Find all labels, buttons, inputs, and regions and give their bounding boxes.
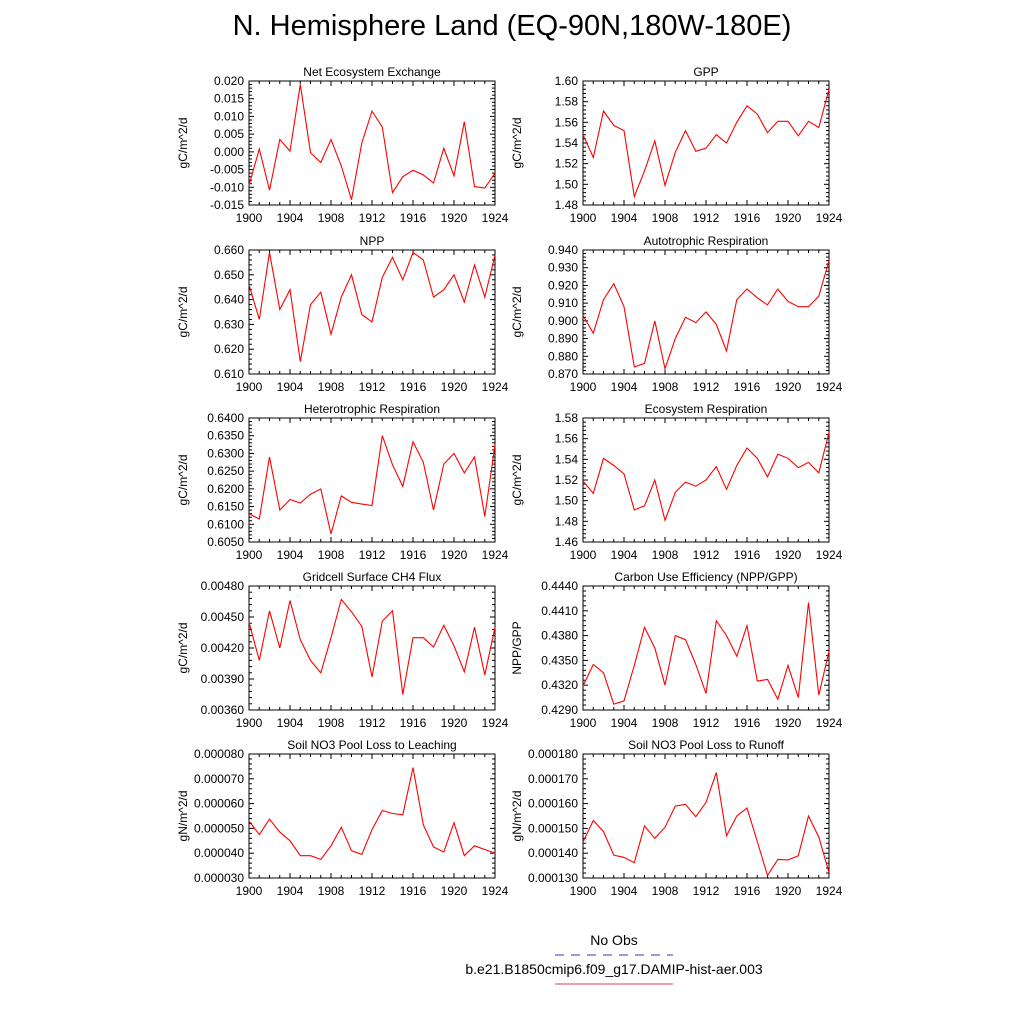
y-tick-label: 0.610 — [213, 367, 244, 381]
panel-title: Carbon Use Efficiency (NPP/GPP) — [614, 570, 798, 584]
y-tick-label: 0.4410 — [541, 603, 578, 618]
y-tick-label: 0.890 — [547, 331, 578, 346]
x-tick-label: 1916 — [399, 884, 427, 898]
y-tick-label: 0.6050 — [207, 535, 244, 549]
y-tick-label: 0.6350 — [207, 428, 244, 443]
y-tick-label: 0.020 — [213, 74, 244, 88]
panel-title: NPP — [359, 234, 385, 248]
y-tick-label: 1.48 — [554, 514, 578, 529]
x-tick-label: 1924 — [481, 548, 509, 562]
y-axis-label: gC/m^2/d — [176, 454, 190, 506]
y-tick-label: 0.870 — [547, 367, 578, 381]
x-tick-label: 1900 — [235, 548, 263, 562]
plot-frame — [249, 586, 495, 710]
y-tick-label: 1.58 — [554, 411, 578, 425]
x-tick-label: 1900 — [235, 211, 263, 225]
panel-3 — [176, 234, 509, 394]
x-tick-label: 1916 — [733, 884, 761, 898]
y-tick-label: 0.930 — [547, 260, 578, 275]
panel-8 — [510, 570, 843, 730]
y-tick-label: 0.6150 — [207, 499, 244, 514]
panel-title: Autotrophic Respiration — [643, 234, 769, 248]
y-tick-label: 0.910 — [547, 296, 578, 311]
y-tick-label: 0.000040 — [193, 846, 244, 861]
x-tick-label: 1904 — [610, 716, 638, 730]
x-tick-label: 1900 — [569, 716, 597, 730]
x-tick-label: 1900 — [569, 884, 597, 898]
y-tick-label: 0.000140 — [527, 846, 578, 861]
plot-frame — [249, 754, 495, 878]
page-title: N. Hemisphere Land (EQ-90N,180W-180E) — [232, 10, 792, 42]
x-tick-label: 1904 — [276, 884, 304, 898]
series-line — [583, 603, 829, 705]
y-axis-label: gC/m^2/d — [176, 622, 190, 674]
x-tick-label: 1924 — [815, 884, 843, 898]
x-tick-label: 1900 — [235, 380, 263, 394]
panel-2 — [510, 65, 843, 225]
y-axis-label: gC/m^2/d — [176, 117, 190, 169]
x-tick-label: 1916 — [399, 211, 427, 225]
x-tick-label: 1924 — [815, 211, 843, 225]
y-tick-label: 0.00360 — [200, 703, 244, 717]
legend-label-no-obs: No Obs — [590, 932, 638, 948]
y-tick-label: 0.000130 — [527, 871, 578, 885]
x-tick-label: 1912 — [358, 548, 386, 562]
series-line — [249, 85, 495, 200]
series-line — [583, 261, 829, 369]
x-tick-label: 1900 — [235, 884, 263, 898]
y-tick-label: 0.000180 — [527, 747, 578, 761]
x-tick-label: 1924 — [481, 211, 509, 225]
x-tick-label: 1904 — [610, 884, 638, 898]
x-tick-label: 1920 — [440, 380, 468, 394]
y-axis-label: gC/m^2/d — [510, 286, 524, 338]
series-line — [583, 773, 829, 876]
panel-title: Heterotrophic Respiration — [303, 402, 441, 416]
y-tick-label: 1.52 — [554, 156, 578, 171]
y-tick-label: 0.000060 — [193, 796, 244, 811]
x-tick-label: 1904 — [276, 380, 304, 394]
y-axis-label: NPP/GPP — [510, 621, 524, 675]
series-line — [249, 436, 495, 534]
panel-9 — [176, 738, 509, 898]
y-tick-label: 1.52 — [554, 473, 578, 487]
y-tick-label: 0.000150 — [527, 821, 578, 836]
x-tick-label: 1920 — [440, 211, 468, 225]
y-tick-label: 0.00480 — [200, 579, 244, 593]
x-tick-label: 1908 — [317, 380, 345, 394]
x-tick-label: 1904 — [276, 211, 304, 225]
y-tick-label: 0.000080 — [193, 747, 244, 761]
y-tick-label: 0.015 — [213, 91, 244, 106]
panel-title: Gridcell Surface CH4 Flux — [302, 570, 442, 584]
x-tick-label: 1912 — [358, 211, 386, 225]
plot-frame — [583, 81, 829, 205]
x-tick-label: 1908 — [317, 884, 345, 898]
x-tick-label: 1924 — [815, 716, 843, 730]
y-tick-label: 1.54 — [554, 136, 578, 150]
series-line — [583, 89, 829, 196]
y-tick-label: 0.000160 — [527, 796, 578, 811]
x-tick-label: 1920 — [440, 716, 468, 730]
y-tick-label: -0.005 — [209, 162, 244, 177]
x-tick-label: 1912 — [692, 716, 720, 730]
series-line — [583, 433, 829, 521]
y-tick-label: 0.00450 — [200, 610, 244, 624]
x-tick-label: 1908 — [651, 548, 679, 562]
y-tick-label: 0.650 — [213, 267, 244, 282]
x-tick-label: 1904 — [276, 548, 304, 562]
y-tick-label: 0.6200 — [207, 481, 244, 496]
y-tick-label: 0.000 — [213, 144, 244, 159]
y-tick-label: 0.640 — [213, 292, 244, 307]
x-tick-label: 1920 — [774, 716, 802, 730]
x-tick-label: 1924 — [815, 548, 843, 562]
x-tick-label: 1908 — [317, 211, 345, 225]
y-tick-label: 1.58 — [554, 94, 578, 109]
x-tick-label: 1920 — [774, 211, 802, 225]
y-tick-label: 0.6250 — [207, 464, 244, 479]
x-tick-label: 1920 — [774, 380, 802, 394]
x-tick-label: 1908 — [651, 884, 679, 898]
y-tick-label: 0.6400 — [207, 411, 244, 425]
x-tick-label: 1916 — [399, 716, 427, 730]
x-tick-label: 1924 — [481, 380, 509, 394]
y-tick-label: 0.00390 — [200, 672, 244, 686]
panel-title: Net Ecosystem Exchange — [303, 65, 441, 79]
x-tick-label: 1912 — [692, 211, 720, 225]
x-tick-label: 1912 — [358, 716, 386, 730]
y-tick-label: 1.54 — [554, 452, 578, 467]
x-tick-label: 1920 — [440, 548, 468, 562]
panel-10 — [510, 738, 843, 898]
plot-frame — [583, 754, 829, 878]
x-tick-label: 1908 — [651, 211, 679, 225]
y-tick-label: 0.000170 — [527, 771, 578, 786]
y-tick-label: -0.010 — [209, 180, 244, 195]
y-tick-label: 0.6300 — [207, 446, 244, 461]
y-tick-label: 0.000050 — [193, 821, 244, 836]
x-tick-label: 1904 — [610, 380, 638, 394]
y-axis-label: gN/m^2/d — [510, 790, 524, 842]
panel-1 — [176, 65, 509, 225]
series-line — [249, 768, 495, 860]
x-tick-label: 1912 — [358, 380, 386, 394]
x-tick-label: 1912 — [692, 884, 720, 898]
y-tick-label: 1.56 — [554, 115, 578, 130]
y-tick-label: 0.00420 — [200, 641, 244, 655]
x-tick-label: 1908 — [651, 380, 679, 394]
x-tick-label: 1900 — [235, 716, 263, 730]
y-tick-label: 0.880 — [547, 349, 578, 364]
y-tick-label: 0.010 — [213, 109, 244, 124]
x-tick-label: 1924 — [481, 884, 509, 898]
x-tick-label: 1920 — [774, 884, 802, 898]
x-tick-label: 1924 — [481, 716, 509, 730]
y-tick-label: 0.4350 — [541, 653, 578, 668]
y-tick-label: 0.920 — [547, 278, 578, 293]
y-tick-label: 0.000070 — [193, 771, 244, 786]
y-tick-label: 0.620 — [213, 342, 244, 357]
x-tick-label: 1900 — [569, 380, 597, 394]
x-tick-label: 1916 — [733, 548, 761, 562]
y-axis-label: gC/m^2/d — [510, 454, 524, 506]
panel-5 — [176, 402, 509, 562]
y-tick-label: 0.630 — [213, 317, 244, 332]
x-tick-label: 1916 — [733, 211, 761, 225]
y-axis-label: gC/m^2/d — [510, 117, 524, 169]
y-tick-label: 0.660 — [213, 243, 244, 257]
panel-title: Soil NO3 Pool Loss to Runoff — [628, 738, 784, 752]
plot-frame — [249, 250, 495, 374]
x-tick-label: 1908 — [651, 716, 679, 730]
plot-frame — [249, 81, 495, 205]
x-tick-label: 1916 — [733, 380, 761, 394]
y-tick-label: 0.900 — [547, 313, 578, 328]
x-tick-label: 1912 — [692, 380, 720, 394]
panel-title: GPP — [693, 65, 719, 79]
y-tick-label: 0.000030 — [193, 871, 244, 885]
y-tick-label: 0.6100 — [207, 517, 244, 532]
panel-6 — [510, 402, 843, 562]
x-tick-label: 1916 — [733, 716, 761, 730]
panel-7 — [176, 570, 509, 730]
x-tick-label: 1916 — [399, 380, 427, 394]
y-tick-label: 1.56 — [554, 431, 578, 446]
y-axis-label: gC/m^2/d — [176, 286, 190, 338]
y-tick-label: 0.005 — [213, 127, 244, 142]
x-tick-label: 1908 — [317, 548, 345, 562]
y-tick-label: 0.4320 — [541, 678, 578, 693]
plot-frame — [249, 418, 495, 542]
x-tick-label: 1904 — [276, 716, 304, 730]
y-tick-label: -0.015 — [209, 198, 244, 212]
y-tick-label: 0.940 — [547, 243, 578, 257]
x-tick-label: 1900 — [569, 548, 597, 562]
x-tick-label: 1912 — [358, 884, 386, 898]
y-tick-label: 1.48 — [554, 198, 578, 212]
panel-4 — [510, 234, 843, 394]
series-line — [249, 253, 495, 362]
x-tick-label: 1908 — [317, 716, 345, 730]
x-tick-label: 1924 — [815, 380, 843, 394]
x-tick-label: 1920 — [440, 884, 468, 898]
x-tick-label: 1900 — [569, 211, 597, 225]
x-tick-label: 1920 — [774, 548, 802, 562]
y-tick-label: 0.4290 — [541, 703, 578, 717]
x-tick-label: 1916 — [399, 548, 427, 562]
series-line — [249, 599, 495, 694]
y-tick-label: 1.46 — [554, 535, 578, 549]
y-tick-label: 0.4380 — [541, 628, 578, 643]
legend-label-case: b.e21.B1850cmip6.f09_g17.DAMIP-hist-aer.003 — [465, 961, 763, 977]
x-tick-label: 1912 — [692, 548, 720, 562]
y-tick-label: 1.60 — [554, 74, 578, 88]
panel-title: Soil NO3 Pool Loss to Leaching — [287, 738, 457, 752]
x-tick-label: 1904 — [610, 548, 638, 562]
y-axis-label: gN/m^2/d — [176, 790, 190, 842]
y-tick-label: 1.50 — [554, 493, 578, 508]
panel-title: Ecosystem Respiration — [644, 402, 768, 416]
y-tick-label: 1.50 — [554, 177, 578, 192]
y-tick-label: 0.4440 — [541, 579, 578, 593]
x-tick-label: 1904 — [610, 211, 638, 225]
